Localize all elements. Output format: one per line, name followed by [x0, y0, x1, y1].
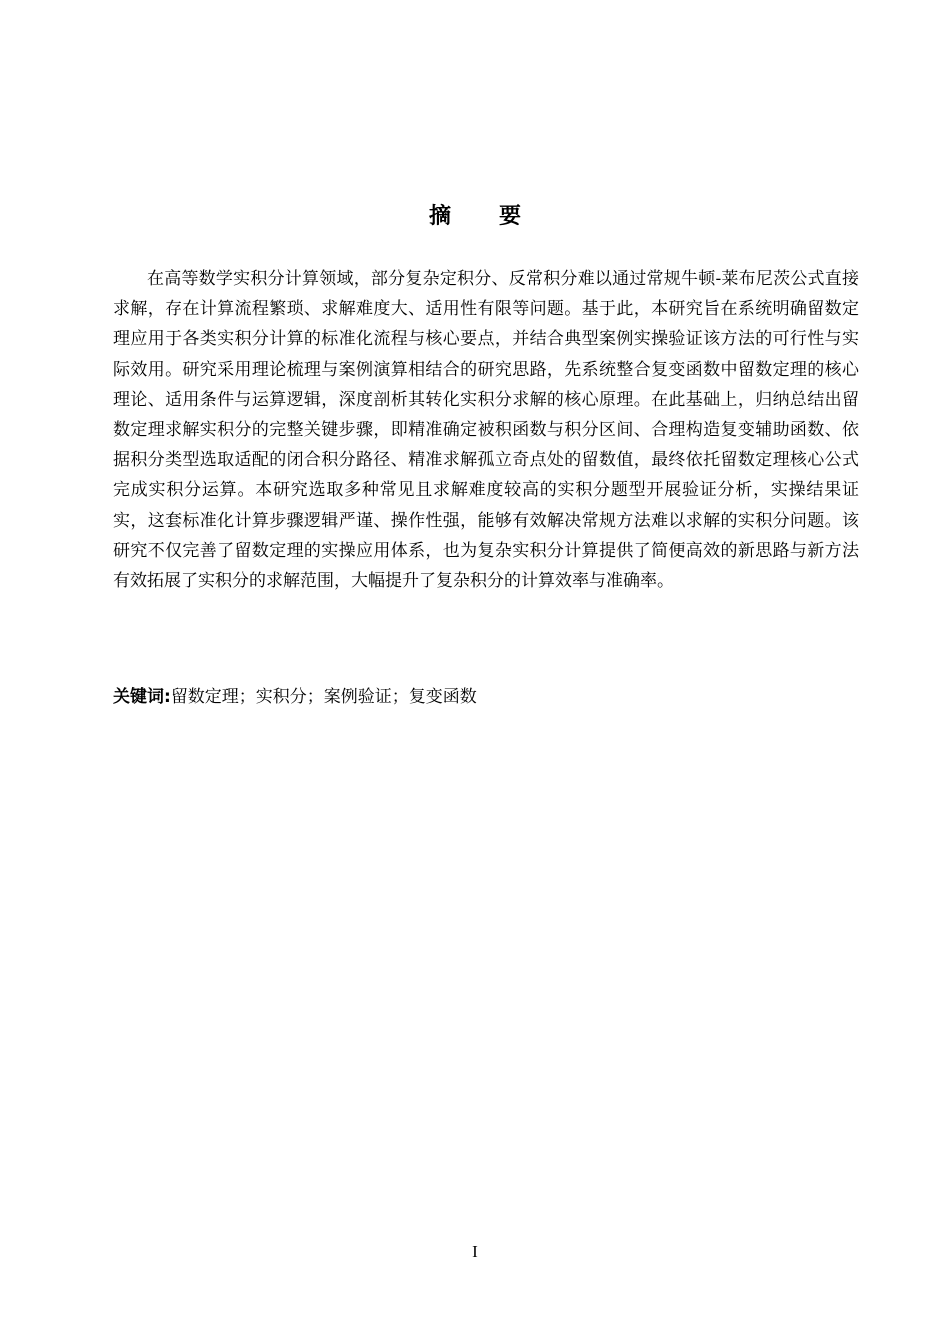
page-number: I — [472, 1242, 478, 1261]
keywords-line — [113, 682, 859, 712]
title-char-1: 摘 — [428, 204, 451, 229]
keywords-values: 留数定理；实积分；案例验证；复变函数 — [170, 687, 477, 707]
page-title — [0, 199, 950, 230]
title-char-2: 要 — [499, 204, 522, 229]
keywords-label: 关键词: — [113, 687, 171, 707]
abstract-paragraph: 在高等数学实积分计算领域，部分复杂定积分、反常积分难以通过常规牛顿-莱布尼茨公式直接求解，存在计算流程繁琐、求解难度大、适用性有限等问题。基于此，本研究旨在系统明确留数定理应用于各类实积分计算的标准化流程与核心要点，并结合典型案例实操验证该方法的可行性与实际效用。研究采用理论梳理与案例演算相结合的研究思路，先系统整合复变函数中留数定理的核心理论、适用条件与运算逻辑，深度剖析其转化实积分求解的核心原理。在此基础上，归纳总结出留数定理求解实积分的完整关键步骤，即精准确定被积函数与积分区间、合理构造复变辅助函数、依据积分类型选取适配的闭合积分路径、精准求解孤立奇点处的留数值，最终依托留数定理核心公式完成实积分运算。本研究选取多种常见且求解难度较高的实积分题型开展验证分析，实操结果证实，这套标准化计算步骤逻辑严谨、操作性强，能够有效解决常规方法难以求解的实积分问题。该研究不仅完善了留数定理的实操应用体系，也为复杂实积分计算提供了简便高效的新思路与新方法有效拓展了实积分的求解范围，大幅提升了复杂积分的计算效率与准确率。 — [113, 269, 859, 592]
